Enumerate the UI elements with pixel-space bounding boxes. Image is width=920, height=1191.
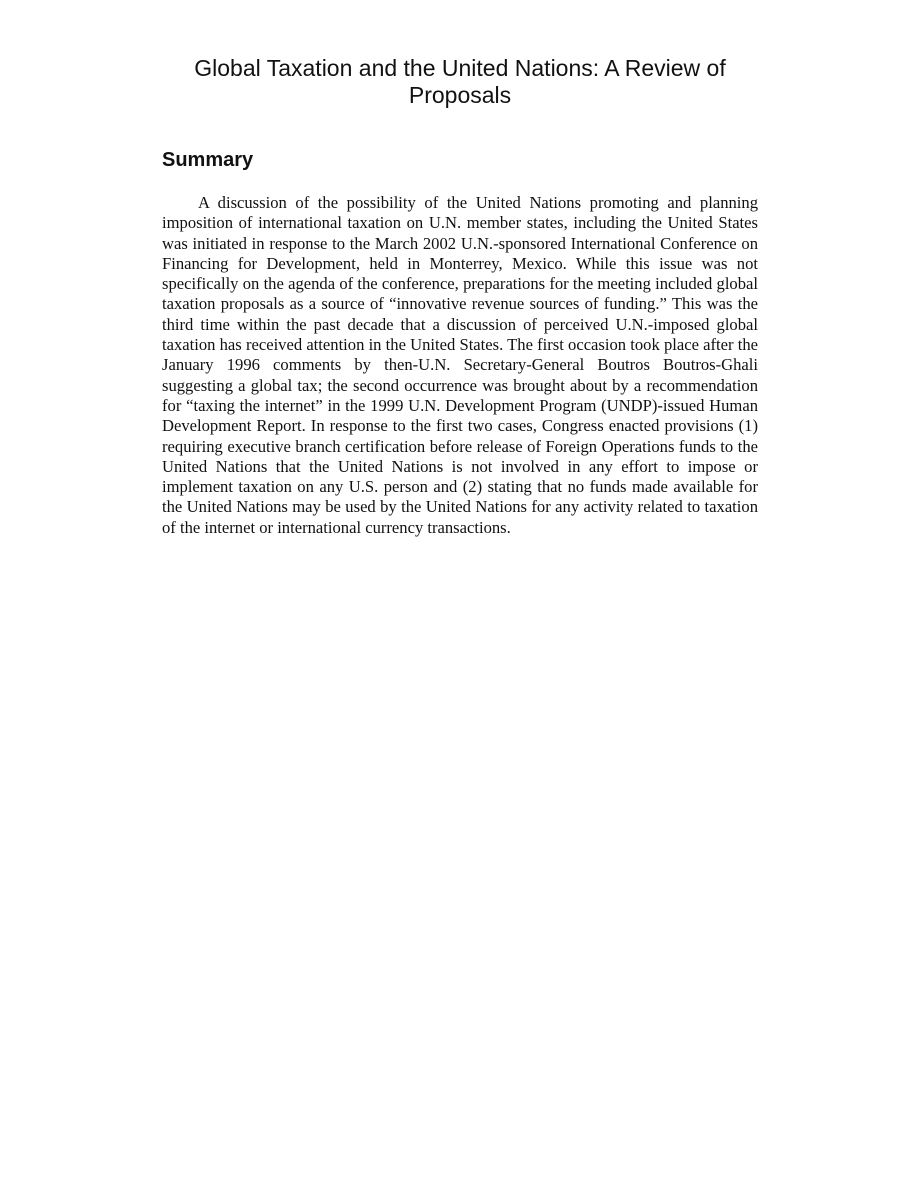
summary-paragraph: A discussion of the possibility of the United Nations promoting and planning imposition of international taxation on U.N. member states, including the United States was initiated in response to the March 2002 U.N.-sponsored International Conference on Financing for Development, held in Monterrey, Mexico. While this issue was not specifically on the agenda of the conference, preparations for the meeting included global taxation proposals as a source of “innovative revenue sources of funding.” This was the third time within the past decade that a discussion of perceived U.N.-imposed global taxation has received attention in the United States. The first occasion took place after the January 1996 comments by then-U.N. Secretary-General Boutros Boutros-Ghali suggesting a global tax; the second occurrence was brought about by a recommendation for “taxing the internet” in the 1999 U.N. Development Program (UNDP)-issued Human Development Report. In response to the first two cases, Congress enacted provisions (1) requiring executive branch certification before release of Foreign Operations funds to the United Nations that the United Nations is not involved in any effort to impose or implement taxation on any U.S. person and (2) stating that no funds made available for the United Nations may be used by the United Nations for any activity related to taxation of the internet or international currency transactions.	[162, 193, 758, 537]
document-title: Global Taxation and the United Nations: A Review of Proposals	[194, 55, 726, 108]
summary-heading: Summary	[162, 149, 254, 171]
